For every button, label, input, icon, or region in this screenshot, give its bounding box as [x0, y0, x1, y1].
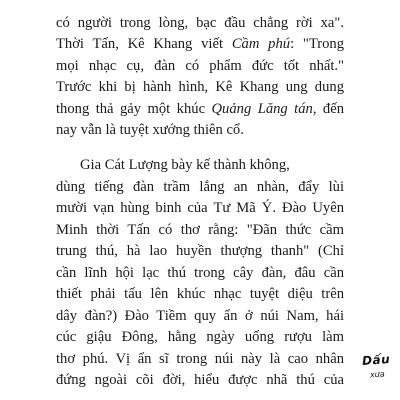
text-line — [56, 306, 344, 328]
text-line-content: mười vạn hùng binh của Tư Mã Ý. Đào Uyên — [56, 200, 344, 216]
handwritten-margin-note: Dấu — [361, 352, 391, 368]
paragraph-2 — [56, 151, 344, 392]
text-line — [56, 349, 344, 371]
text-line — [56, 241, 344, 263]
music-title-italic: Quảng Lăng tán — [211, 100, 313, 117]
text-line — [56, 13, 344, 35]
book-title-italic: Cầm phú — [231, 36, 291, 52]
text-line-content: Gia Cát Lượng bày kế thành không, — [80, 157, 290, 173]
text-line-content: dây đàn?) Đào Tiềm quy ẩn ở núi Nam, hái — [56, 307, 344, 324]
text-line-content: dùng tiếng đàn trầm lắng an nhàn, đẩy lùi — [56, 178, 344, 195]
text-line — [56, 327, 344, 349]
text-line — [56, 151, 344, 177]
text-line — [56, 284, 344, 306]
text-line-content: Minh thời Tấn có thơ rằng: "Đãn thức cầm — [56, 221, 344, 238]
text-line-content: trung thú, hà lao huyền thượng thanh" (Chỉ — [56, 243, 344, 259]
text-line-content: thiết phải tấu lên khúc nhạc tuyệt diệu trên — [56, 286, 344, 302]
text-line — [56, 177, 344, 199]
text-line — [56, 56, 344, 78]
text-line-content: có người trong lòng, bạc đầu chẳng rời xa". — [56, 14, 344, 31]
text-line-content: mọi nhạc cụ, đàn có phẩm đức tốt nhất." — [56, 57, 344, 74]
text-line-content: cần lĩnh hội lạc thú trong cây đàn, đâu cần — [56, 264, 344, 281]
text-line-content: Thời Tấn, Kê Khang viết — [56, 36, 224, 52]
handwritten-margin-note-small: xưa — [369, 369, 386, 380]
text-line — [56, 120, 344, 142]
text-line-content: nay vẫn là tuyệt xướng thiên cổ. — [56, 122, 244, 138]
text-line — [56, 198, 344, 220]
text-line — [56, 77, 344, 99]
text-line-content: đứng ngoài cõi đời, hiểu được nhã thú của — [56, 372, 344, 388]
text-line-content: cúc giậu Đông, hằng ngày uống rượu làm — [56, 329, 344, 345]
text-line-content: thong thả gảy một khúc — [56, 100, 206, 117]
text-line — [56, 370, 344, 392]
text-line-content: , đến — [312, 100, 344, 117]
text-line-content: thơ phú. Vị ẩn sĩ trong núi này là cao nhân — [56, 350, 344, 367]
text-line-content: : "Trong — [290, 36, 345, 52]
text-line — [56, 0, 344, 13]
paragraph-1 — [56, 0, 344, 142]
text-line — [56, 263, 344, 285]
text-line — [56, 220, 344, 242]
text-line-content: Trước khi bị hành hình, Kê Khang ung dung — [56, 79, 344, 95]
text-line — [56, 99, 344, 121]
text-line — [56, 34, 344, 56]
